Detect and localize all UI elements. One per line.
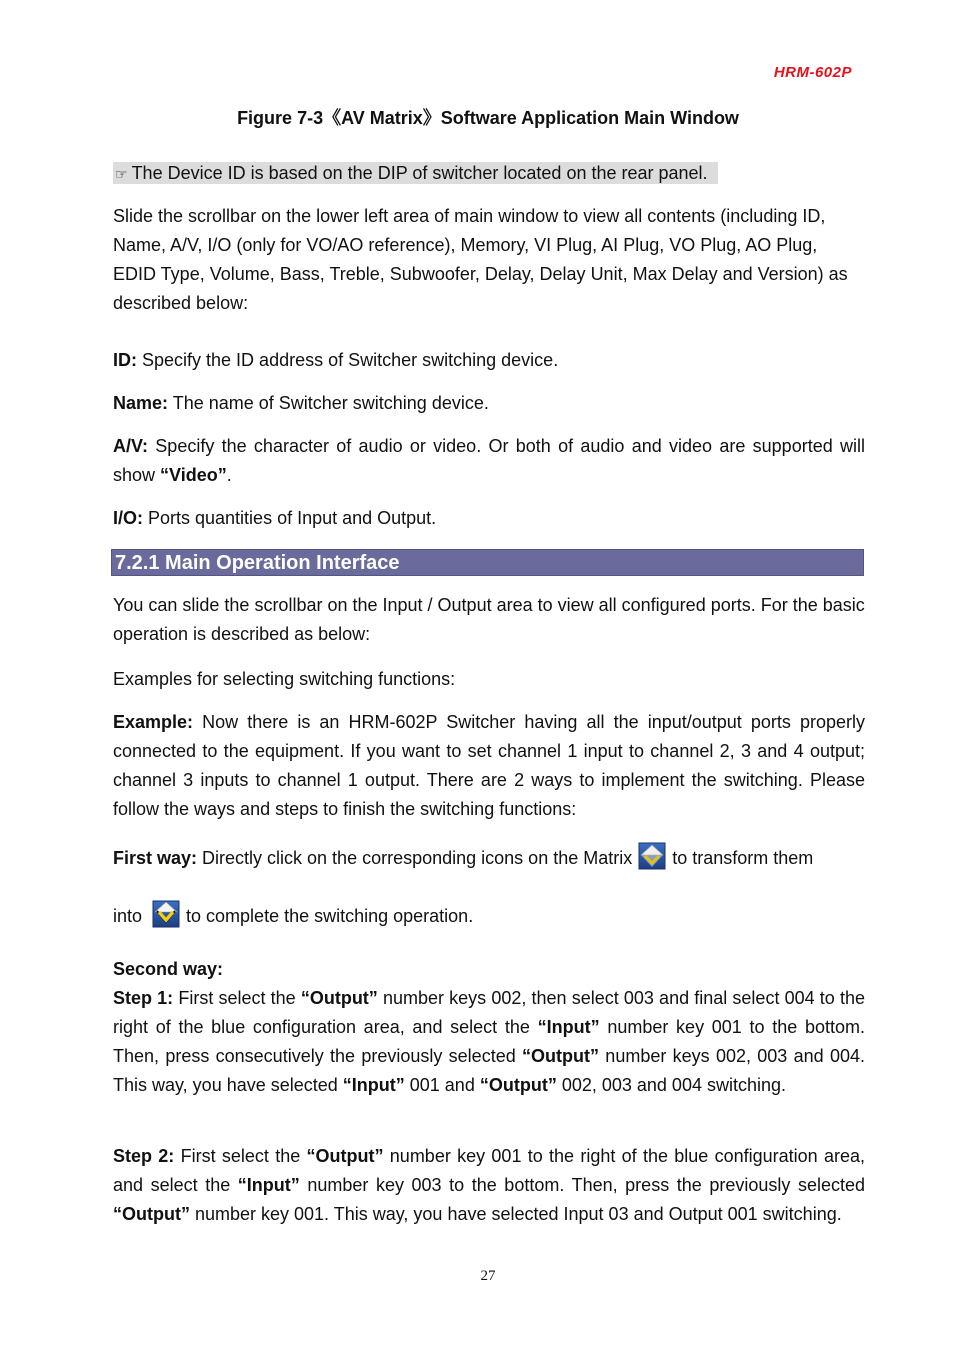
matrix-selected-icon	[152, 900, 180, 928]
examples-heading: Examples for selecting switching functions:	[113, 669, 456, 689]
page-number: 27	[480, 1268, 496, 1284]
definition-text: The name of Switcher switching device.	[168, 393, 489, 413]
first-way-text: Directly click on the corresponding icons on the Matrix	[197, 848, 633, 868]
second-way-term: Second way:	[113, 959, 224, 979]
first-way-text: to transform them	[672, 848, 814, 868]
definition-io	[113, 504, 865, 533]
step1-paragraph	[113, 984, 865, 1100]
header-model: HRM-602P	[773, 64, 852, 81]
intro-paragraph: Slide the scrollbar on the lower left area of main window to view all contents (including ID, Name, A/V, I/O (only for VO/AO reference), Memory, VI Plug, AI Plug, VO Plug, AO Plug, EDID Type, Volume, Bass, Treble, Subwoofer, Delay, Delay Unit, Max Delay and Version) as described below:	[113, 206, 848, 313]
output-emphasis: “Output”	[306, 1146, 384, 1166]
definition-term: I/O:	[113, 508, 143, 528]
definition-av	[113, 432, 865, 490]
input-emphasis: “Input”	[537, 1017, 600, 1037]
step-term: Step 1:	[113, 988, 174, 1008]
first-way-line2	[113, 900, 865, 931]
definition-term: A/V:	[113, 436, 149, 456]
definition-term: Name:	[113, 393, 169, 413]
first-way-text: into	[113, 906, 143, 926]
step2-paragraph	[113, 1142, 865, 1229]
definition-text: Specify the character of audio or video. Or both of audio and video are supported will show	[113, 436, 865, 485]
step-term: Step 2:	[113, 1146, 175, 1166]
definition-text: Ports quantities of Input and Output.	[143, 508, 437, 528]
output-emphasis: “Output”	[522, 1046, 599, 1066]
step-text: 002, 003 and 004 switching.	[556, 1075, 786, 1095]
figure-caption: Figure 7-3《AV Matrix》Software Application Main Window	[237, 108, 739, 128]
example-paragraph	[113, 708, 865, 824]
note-text: The Device ID is based on the DIP of switcher located on the rear panel.	[131, 163, 708, 183]
first-way-text: to complete the switching operation.	[186, 906, 474, 926]
definition-tail: .	[226, 465, 232, 485]
step-text: number key 003 to the bottom. Then, press the previously selected	[299, 1175, 865, 1195]
input-emphasis: “Input”	[237, 1175, 300, 1195]
step-text: number key 001 to the right of the blue configuration area, and select the	[113, 1146, 865, 1195]
definition-name	[113, 389, 865, 418]
step-text: number keys 002, 003 and 004. This way, you have selected	[113, 1046, 865, 1095]
output-emphasis: “Output”	[479, 1075, 557, 1095]
definition-text: Specify the ID address of Switcher switching device.	[137, 350, 559, 370]
step-text: 001 and	[404, 1075, 480, 1095]
definition-id	[113, 346, 865, 375]
step-text: First select the	[173, 988, 301, 1008]
step-text: First select the	[174, 1146, 307, 1166]
definition-emphasis: “Video”	[160, 465, 227, 485]
output-emphasis: “Output”	[300, 988, 378, 1008]
note-box	[113, 162, 718, 184]
section-heading: 7.2.1 Main Operation Interface	[111, 549, 864, 576]
matrix-unselected-icon	[638, 842, 666, 870]
example-text: Now there is an HRM-602P Switcher having all the input/output ports properly connected to the equipment. If you want to set channel 1 input to channel 2, 3 and 4 output; channel 3 inputs to channel 1 output. There are 2 ways to implement the switching. Please follow the ways and steps to finish the switching functions:	[113, 712, 865, 819]
step-text: number key 001. This way, you have selected Input 03 and Output 001 switching.	[189, 1204, 842, 1224]
input-emphasis: “Input”	[342, 1075, 405, 1095]
output-emphasis: “Output”	[113, 1204, 190, 1224]
first-way-line1	[113, 842, 865, 873]
pointing-hand-icon: ☞	[115, 166, 128, 182]
section-intro: You can slide the scrollbar on the Input / Output area to view all configured ports. For the basic operation is described as below:	[113, 595, 865, 644]
second-way-heading	[113, 955, 865, 984]
example-term: Example:	[113, 712, 194, 732]
step-text: number keys 002, then select 003 and final select 004 to the right of the blue configuration area, and select the	[113, 988, 865, 1037]
step-text: number key 001 to the bottom. Then, press consecutively the previously selected	[113, 1017, 865, 1066]
first-way-term: First way:	[113, 848, 198, 868]
definition-term: ID:	[113, 350, 137, 370]
